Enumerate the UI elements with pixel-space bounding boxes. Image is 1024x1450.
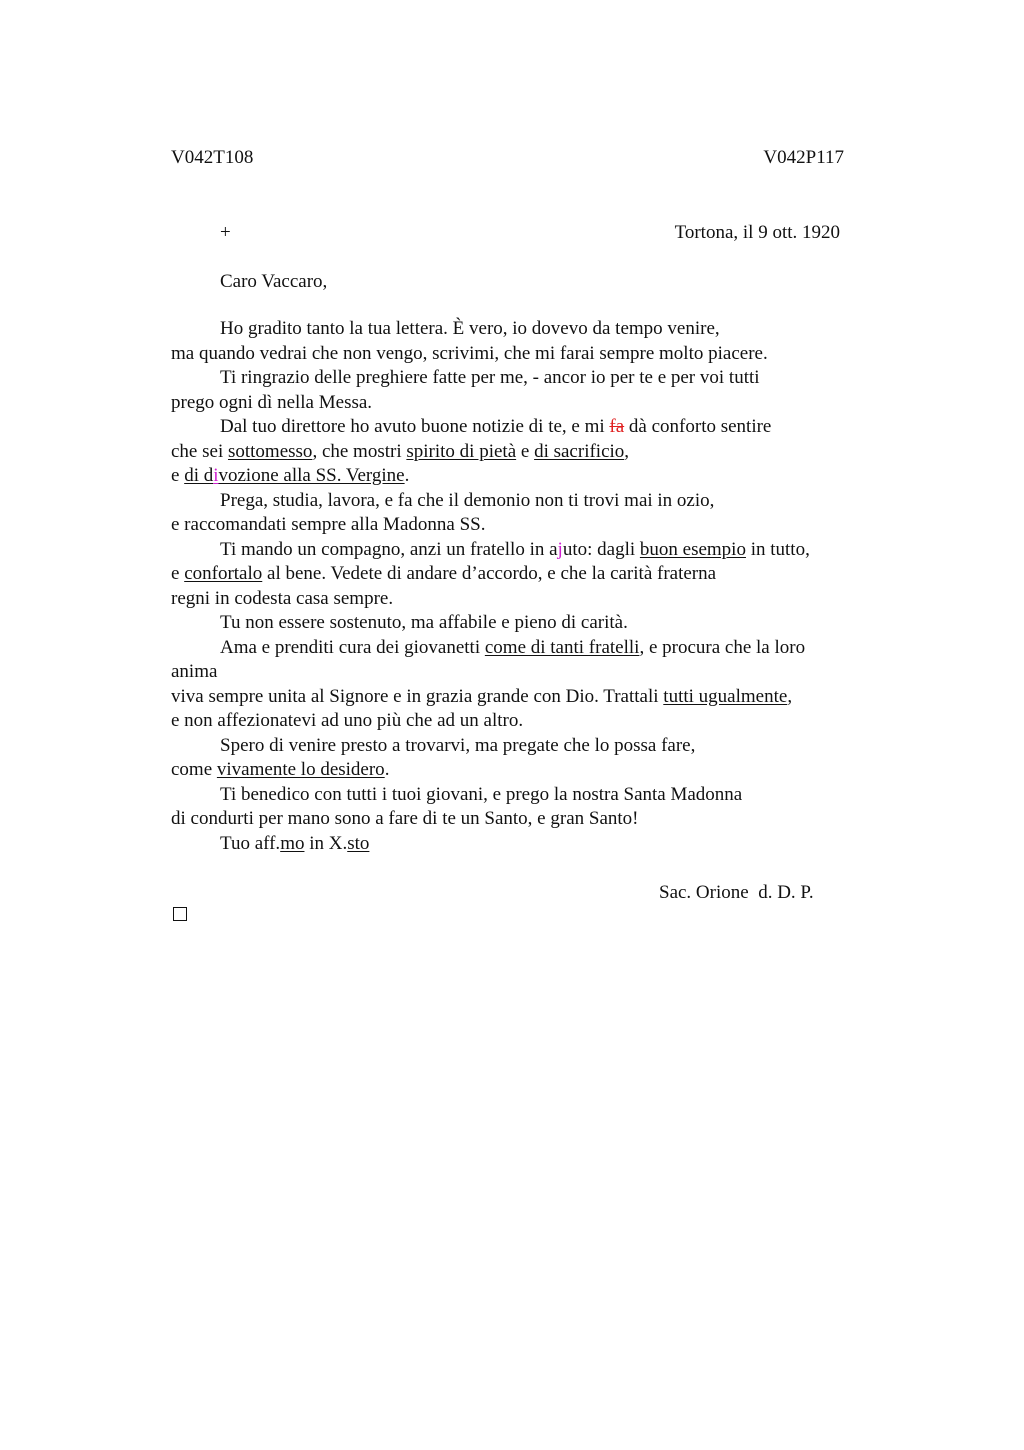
letter-line: [171, 489, 871, 514]
signature: Sac. Orione d. D. P.: [659, 882, 814, 903]
text-segment: e: [171, 563, 185, 584]
text-segment: ,: [624, 440, 630, 462]
text-segment: viva sempre unita al Signore e in grazia grande con Dio. Trattali: [171, 685, 664, 707]
text-segment: prego ogni dì nella Messa.: [171, 391, 373, 413]
text-segment: Ti mando un compagno, anzi un fratello in a: [220, 538, 558, 560]
text-segment: , e procura che la loro: [639, 636, 806, 658]
text-segment: dà conforto sentire: [624, 416, 772, 437]
text-segment: che sei: [171, 440, 228, 462]
letter-line: [171, 366, 871, 391]
letter-line: [171, 342, 871, 367]
text-segment: regni in codesta casa sempre.: [171, 587, 394, 609]
text-segment: e: [516, 440, 535, 462]
underlined-text: confortalo: [184, 563, 263, 584]
underlined-text: come di tanti fratelli: [484, 636, 640, 658]
cross-symbol: +: [220, 222, 231, 243]
text-segment: di condurti per mano sono a fare di te un Santo, e gran Santo!: [171, 808, 639, 829]
letter-line: [171, 391, 871, 416]
underlined-text: vivamente lo desidero: [216, 759, 385, 780]
text-segment: Prega, studia, lavora, e fa che il demonio non ti trovi mai in ozio,: [220, 489, 715, 511]
text-segment: anima: [171, 661, 218, 682]
letter-line: [171, 317, 871, 342]
underlined-text: spirito di pietà: [406, 440, 517, 462]
text-segment: Tu non essere sostenuto, ma affabile e pieno di carità.: [220, 612, 628, 633]
text-segment: Ti ringrazio delle preghiere fatte per me, - ancor io per te e per voi tutti: [220, 367, 760, 388]
letter-line: [171, 562, 871, 587]
underlined-text: di d: [184, 465, 214, 486]
letter-body: [171, 317, 871, 856]
underlined-text: tutti ugualmente: [663, 685, 788, 707]
text-segment: .: [384, 759, 390, 780]
letter-line: [171, 660, 871, 685]
letter-line: [171, 464, 871, 489]
letter-line: [171, 832, 871, 857]
text-segment: Ho gradito tanto la tua lettera. È vero, io dovevo da tempo venire,: [220, 318, 720, 339]
deleted-text: fa: [609, 416, 625, 437]
text-segment: e: [171, 465, 185, 486]
right-code: V042P117: [763, 147, 844, 168]
letter-line: [171, 513, 871, 538]
letter-line: [171, 758, 871, 783]
salutation: Caro Vaccaro,: [220, 271, 328, 292]
underlined-text: mo: [280, 832, 305, 854]
underlined-text: buon esempio: [639, 538, 746, 560]
text-segment: ma quando vedrai che non vengo, scrivimi, che mi farai sempre molto piacere.: [171, 342, 768, 364]
text-segment: in X.: [304, 832, 348, 854]
letter-line: [171, 734, 871, 759]
text-segment: e non affezionatevi ad uno più che ad un altro.: [171, 710, 524, 731]
checkbox-square-icon: [173, 907, 187, 921]
inserted-letter: j: [557, 538, 563, 560]
letter-line: [171, 611, 871, 636]
underlined-text: di sacrificio: [534, 440, 625, 462]
text-segment: al bene. Vedete di andare d’accordo, e che la carità fraterna: [262, 563, 717, 584]
underlined-text: sottomesso: [227, 440, 313, 462]
place-date: Tortona, il 9 ott. 1920: [674, 222, 840, 243]
text-segment: , che mostri: [312, 440, 407, 462]
text-segment: in tutto,: [745, 538, 810, 560]
text-segment: Tuo aff.: [220, 832, 281, 854]
inserted-letter: i: [213, 465, 219, 486]
text-segment: ,: [787, 685, 793, 707]
underlined-text: vozione alla SS. Vergine: [218, 465, 405, 486]
letter-line: [171, 538, 871, 563]
left-code: V042T108: [171, 147, 254, 168]
letter-line: [171, 636, 871, 661]
text-segment: Spero di venire presto a trovarvi, ma pregate che lo possa fare,: [220, 734, 696, 756]
text-segment: Ti benedico con tutti i tuoi giovani, e prego la nostra Santa Madonna: [220, 783, 743, 805]
letter-line: [171, 783, 871, 808]
text-segment: uto: dagli: [562, 538, 640, 560]
text-segment: .: [404, 465, 410, 486]
text-segment: come: [171, 759, 217, 780]
letter-line: [171, 685, 871, 710]
text-segment: Dal tuo direttore ho avuto buone notizie di te, e mi: [220, 416, 610, 437]
text-segment: Ama e prenditi cura dei giovanetti: [220, 636, 485, 658]
letter-line: [171, 415, 871, 440]
underlined-text: sto: [347, 832, 370, 854]
letter-line: [171, 440, 871, 465]
letter-line: [171, 807, 871, 832]
letter-line: [171, 709, 871, 734]
text-segment: e raccomandati sempre alla Madonna SS.: [171, 514, 486, 535]
letter-line: [171, 587, 871, 612]
